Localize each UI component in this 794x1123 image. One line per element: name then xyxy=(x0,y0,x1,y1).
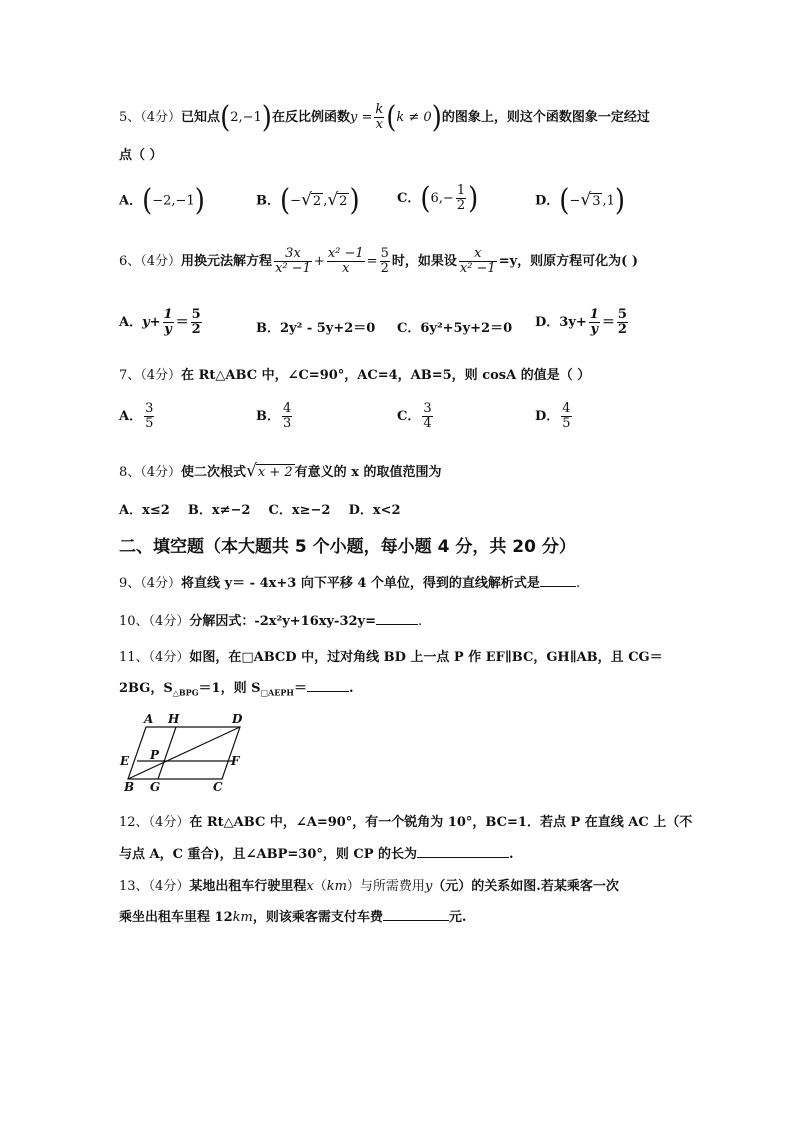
q5-y-eq: y = xyxy=(349,110,373,125)
label-f: F xyxy=(231,754,240,768)
q5-cond: k ≠ 0 xyxy=(396,110,432,125)
question-9: 9、（4分）将直线 y＝ - 4x+3 向下平移 4 个单位，得到的直线解析式是 . xyxy=(119,576,581,591)
q6-option-d: D．3y+ $\frac{1}{y}$ ＝ $\frac{5}{2}$ xyxy=(535,307,627,337)
label-b: B xyxy=(124,780,135,794)
q7-option-b: B． $\frac{4}{3}$ xyxy=(256,401,292,431)
q7-option-a: A． $\frac{3}{5}$ xyxy=(119,401,154,431)
question-12-line-2: 与点 A，C 重合)，且∠ABP=30°，则 CP 的长为 . xyxy=(119,847,514,862)
q6-option-b: B．2y² - 5y+2＝0 xyxy=(256,321,376,336)
question-5: 5、（4分）已知点(2,−1)在反比例函数y = $\frac{k}{x}$ (k ≠ 0)的图象上，则这个函数图象一定经过 xyxy=(119,100,650,135)
diagonal-bd xyxy=(128,727,240,779)
line-gh xyxy=(158,727,176,779)
q5-text-2: 在反比例函数 xyxy=(271,110,350,125)
q10-answer-blank[interactable] xyxy=(376,614,418,625)
q6-option-a: A．y+ $\frac{1}{y}$ ＝ $\frac{5}{2}$ xyxy=(119,307,201,337)
q5-text-1: 已知点 xyxy=(181,110,221,125)
question-8: 8、（4分）使二次根式√x + 2 有意义的 x 的取值范围为 xyxy=(119,461,442,481)
label-g: G xyxy=(150,780,161,794)
parallelogram-figure xyxy=(118,710,248,794)
q8-options: A．x≤2 B．x≠−2 C．x≥−2 D．x<2 xyxy=(119,503,401,518)
q5-point: 2,−1 xyxy=(230,110,262,125)
q5-k: k xyxy=(375,102,384,117)
q5-x: x xyxy=(375,117,383,132)
q7-option-d: D． $\frac{4}{5}$ xyxy=(535,401,571,431)
q5-option-d: D．(−√3 ,1) xyxy=(535,183,626,219)
q7-option-c: C． $\frac{3}{4}$ xyxy=(397,401,432,431)
q12-answer-blank[interactable] xyxy=(417,847,509,858)
q5-text-4: 点（ ） xyxy=(119,148,163,163)
question-13-line-2: 乘坐出租车里程 12km，则该乘客需支付车费 元. xyxy=(119,910,467,925)
question-11-line-2: 2BG，$S_{\triangle BPG}=1$，则 $S_{□AEPH}=$ . xyxy=(119,681,354,698)
label-c: C xyxy=(213,780,223,794)
question-10: 10、（4分）分解因式：-2x²y+16xy-32y= . xyxy=(119,614,423,629)
label-e: E xyxy=(120,754,130,768)
q5-option-c: C．(6,− $\frac{1}{2}$ ) xyxy=(397,181,479,216)
q11-answer-blank[interactable] xyxy=(307,681,349,692)
q6-option-c: C．6y²+5y+2＝0 xyxy=(397,321,513,336)
label-h: H xyxy=(168,712,180,726)
question-13: 13、（4分）某地出租车行驶里程x（km）与所需费用y（元）的关系如图.若某乘客一次 xyxy=(119,879,619,894)
label-p: P xyxy=(150,748,160,762)
question-7: 7、（4分）在 Rt△ABC 中，∠C=90°，AC=4，AB=5，则 cosA 的值是（ ） xyxy=(119,368,591,383)
question-12: 12、（4分）在 Rt△ABC 中，∠A=90°，有一个锐角为 10°，BC=1．若点 P 在直线 AC 上（不 xyxy=(119,815,693,830)
q9-answer-blank[interactable] xyxy=(540,576,576,587)
q5-number: 5、（4分） xyxy=(119,110,182,125)
label-a: A xyxy=(144,712,154,726)
q5-text-3: 的图象上，则这个函数图象一定经过 xyxy=(441,110,650,125)
label-d: D xyxy=(232,712,243,726)
q13-answer-blank[interactable] xyxy=(383,910,449,921)
q5-option-a: A．(−2,−1) xyxy=(119,183,205,219)
question-11: 11、（4分）如图，在□ABCD 中，过对角线 BD 上一点 P 作 EF∥BC，GH∥AB，且 CG＝ xyxy=(119,650,663,665)
q5-option-b: B．(−√2 ,√2) xyxy=(256,183,360,219)
section-2-heading: 二、填空题（本大题共 5 个小题，每小题 4 分，共 20 分） xyxy=(119,537,576,557)
question-6: 6、（4分）用换元法解方程 $\frac{3x}{\text{x² −1}}$ + $\frac{\text{x² −1}}{x}$ = $\frac{5}{2}$ 时，如果设 $\frac{x}{\text{x² −1}}$ =y，则原方程可化为( ) xyxy=(119,246,638,276)
